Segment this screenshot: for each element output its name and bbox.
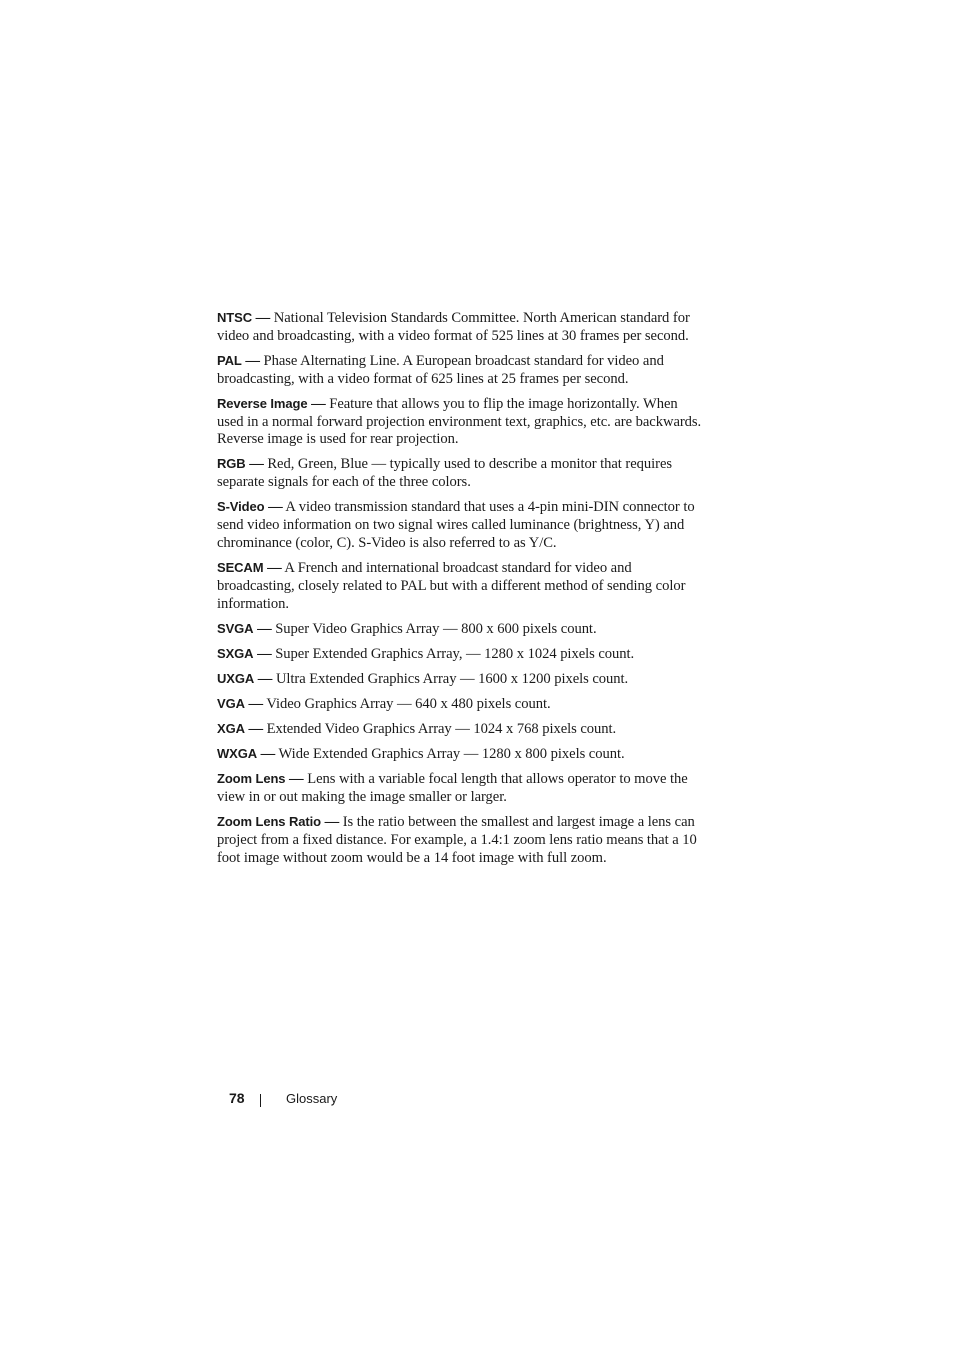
glossary-definition: Red, Green, Blue — typically used to describe a monitor that requires separate signals for each of the three colors. (217, 456, 673, 491)
glossary-definition: Phase Alternating Line. A European broadcast standard for video and broadcasting, with a video format of 625 lines at 25 frames per second. (217, 352, 664, 387)
glossary-entry-zoom-lens-ratio (217, 813, 707, 867)
glossary-entry-svga (217, 620, 707, 639)
glossary-entry-uxga (217, 670, 707, 689)
em-dash: — (249, 456, 264, 473)
glossary-entry-zoom-lens (217, 770, 707, 807)
glossary-definition: Feature that allows you to flip the image horizontally. When used in a normal forward projection environment text, graphics, etc. are backwards. Reverse image is used for rear projection. (217, 395, 702, 448)
glossary-term: PAL (217, 352, 242, 368)
glossary-entry-pal (217, 352, 707, 389)
em-dash: — (248, 721, 264, 738)
glossary-definition: Extended Video Graphics Array — 1024 x 768 pixels count. (266, 721, 617, 738)
glossary-entry-sxga (217, 645, 707, 664)
glossary-definition: National Television Standards Committee. North American standard for video and broadcasting, with a video format of 525 lines at 30 frames per second. (217, 310, 690, 344)
glossary-definition: Super Video Graphics Array — 800 x 600 pixels count. (275, 620, 597, 637)
page-number: 78 (229, 1090, 245, 1106)
glossary-definition: Ultra Extended Graphics Array — 1600 x 1200 pixels count. (275, 670, 629, 687)
em-dash: — (257, 645, 272, 662)
glossary-term: SECAM (217, 560, 264, 576)
glossary-entry-reverse-image (217, 395, 707, 449)
glossary-term: Zoom Lens Ratio (217, 814, 321, 830)
glossary-term: SXGA (217, 645, 254, 661)
em-dash: — (311, 395, 326, 412)
glossary-entry-xga (217, 720, 707, 739)
em-dash: — (245, 352, 260, 369)
em-dash: — (255, 310, 271, 326)
glossary-definition: Video Graphics Array — 640 x 480 pixels count. (266, 696, 551, 713)
glossary-term: VGA (217, 696, 245, 712)
glossary-definition: A French and international broadcast standard for video and broadcasting, closely related to PAL but with a different method of sending color information. (217, 560, 686, 612)
glossary-term: SVGA (217, 620, 254, 636)
glossary-term: UXGA (217, 670, 255, 686)
em-dash: — (248, 696, 264, 713)
glossary-entry-wxga (217, 745, 707, 764)
em-dash: — (324, 814, 340, 831)
glossary-term: NTSC (217, 310, 252, 325)
glossary-definition: A video transmission standard that uses a 4-pin mini-DIN connector to send video information on two signal wires called luminance (brightness, Y) and chrominance (color, C). S-Video is also referred to as Y/C. (217, 499, 695, 551)
em-dash: — (257, 670, 273, 687)
glossary-term: WXGA (217, 746, 258, 762)
em-dash: — (289, 771, 304, 788)
glossary-entry-secam (217, 559, 707, 613)
glossary-entry-s-video (217, 498, 707, 552)
glossary-entry-rgb (217, 455, 707, 492)
em-dash: — (268, 499, 283, 516)
glossary-entry-vga (217, 695, 707, 714)
em-dash: — (260, 746, 276, 763)
footer-divider (260, 1094, 261, 1107)
glossary-term: RGB (217, 456, 246, 472)
em-dash: — (267, 560, 282, 577)
glossary-definition: Is the ratio between the smallest and largest image a lens can project from a fixed distance. For example, a 1.4:1 zoom lens ratio means that a 10 foot image without zoom would be a 14 foot image with full zoom. (217, 814, 697, 866)
glossary-list (217, 309, 707, 874)
glossary-term: XGA (217, 721, 245, 737)
footer-section-name: Glossary (286, 1091, 338, 1106)
glossary-term: Reverse Image (217, 395, 308, 411)
glossary-term: Zoom Lens (217, 771, 286, 787)
em-dash: — (257, 620, 272, 637)
glossary-term: S-Video (217, 499, 265, 515)
glossary-definition: Super Extended Graphics Array, — 1280 x 1024 pixels count. (275, 645, 635, 662)
glossary-definition: Wide Extended Graphics Array — 1280 x 800 pixels count. (278, 746, 625, 763)
glossary-definition: Lens with a variable focal length that allows operator to move the view in or out making the image smaller or larger. (217, 771, 688, 806)
glossary-entry-ntsc (217, 309, 707, 346)
